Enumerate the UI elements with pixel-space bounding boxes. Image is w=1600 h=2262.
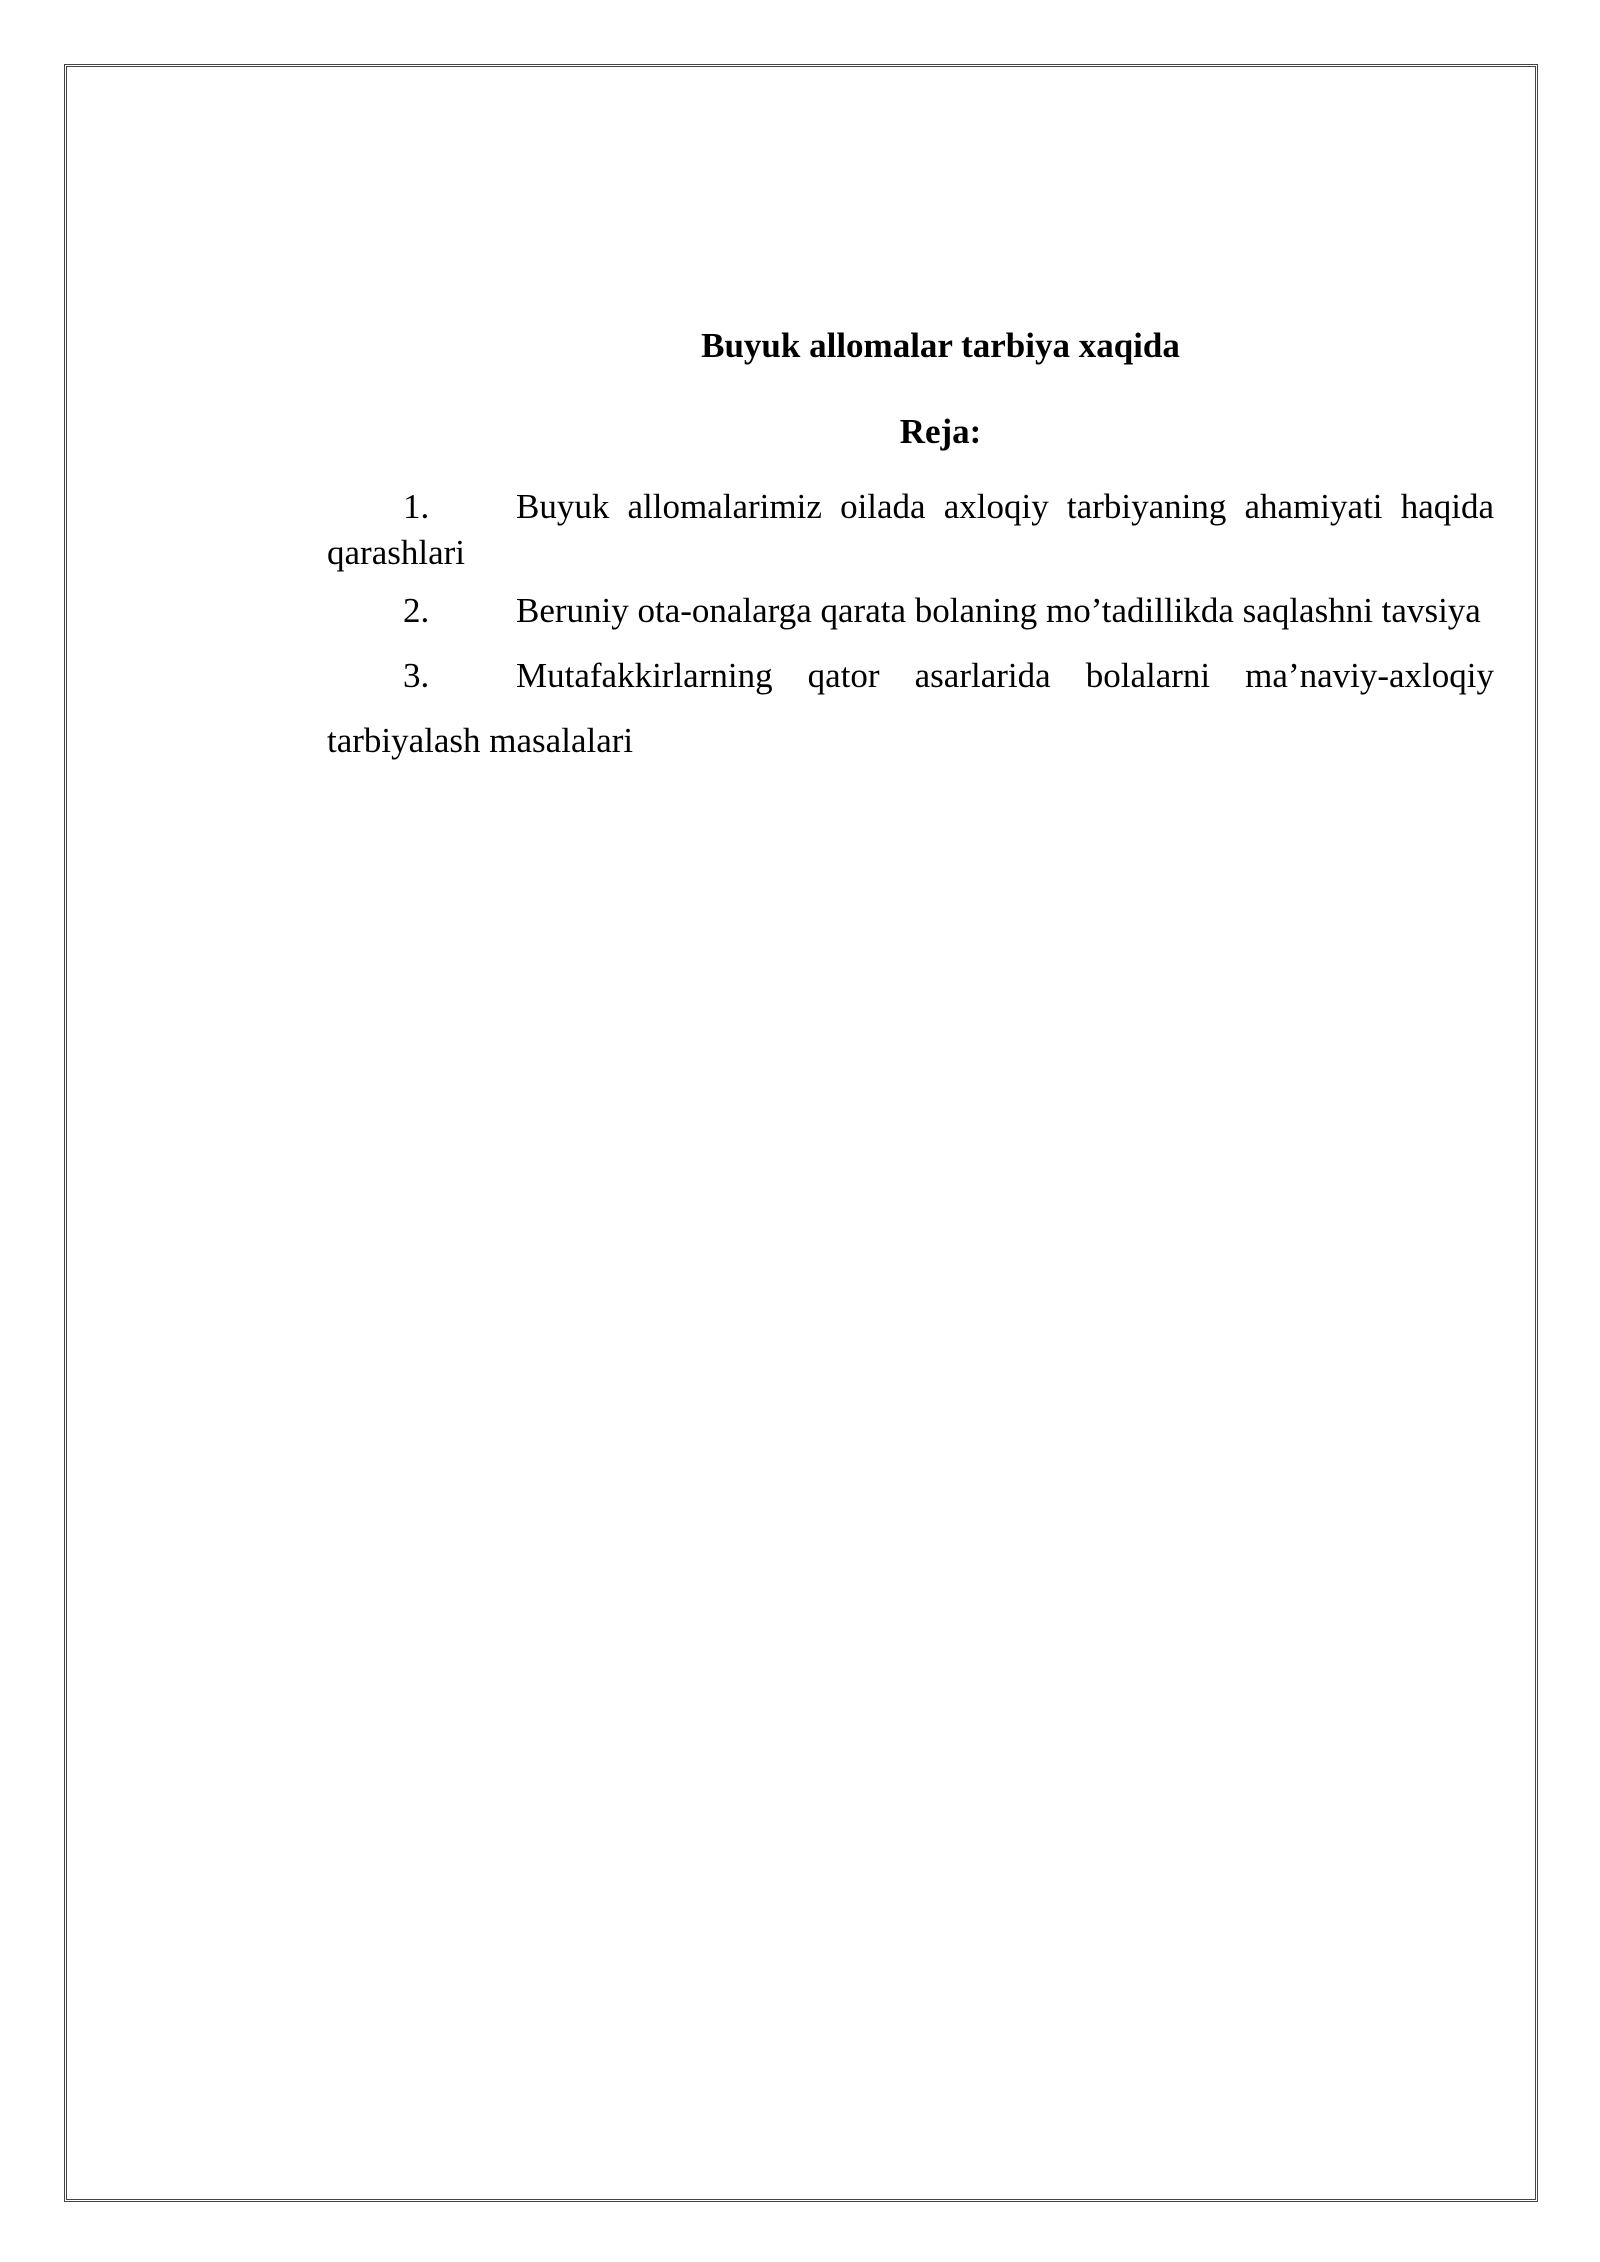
plan-list [327,484,1494,773]
plan-heading: Reja: [899,412,982,451]
plan-item-text: Mutafakkirlarning qator asarlarida bolalarni ma’naviy-axloqiy tarbiyalash masalalari [327,656,1494,760]
plan-item-text: Beruniy ota-onalarga qarata bolaning mo’tadillikda saqlashni tavsiya [516,591,1481,630]
plan-item-number: 3. [403,656,430,695]
document-title: Buyuk allomalar tarbiya xaqida [701,326,1180,365]
plan-item [327,643,1494,773]
plan-item [327,484,1494,576]
plan-item-text: Buyuk allomalarimiz oilada axloqiy tarbiyaning ahamiyati haqida qarashlari [327,487,1494,572]
plan-item-number: 1. [403,487,430,526]
plan-item [327,578,1494,643]
plan-item-number: 2. [403,591,430,630]
document-body [327,322,1494,773]
